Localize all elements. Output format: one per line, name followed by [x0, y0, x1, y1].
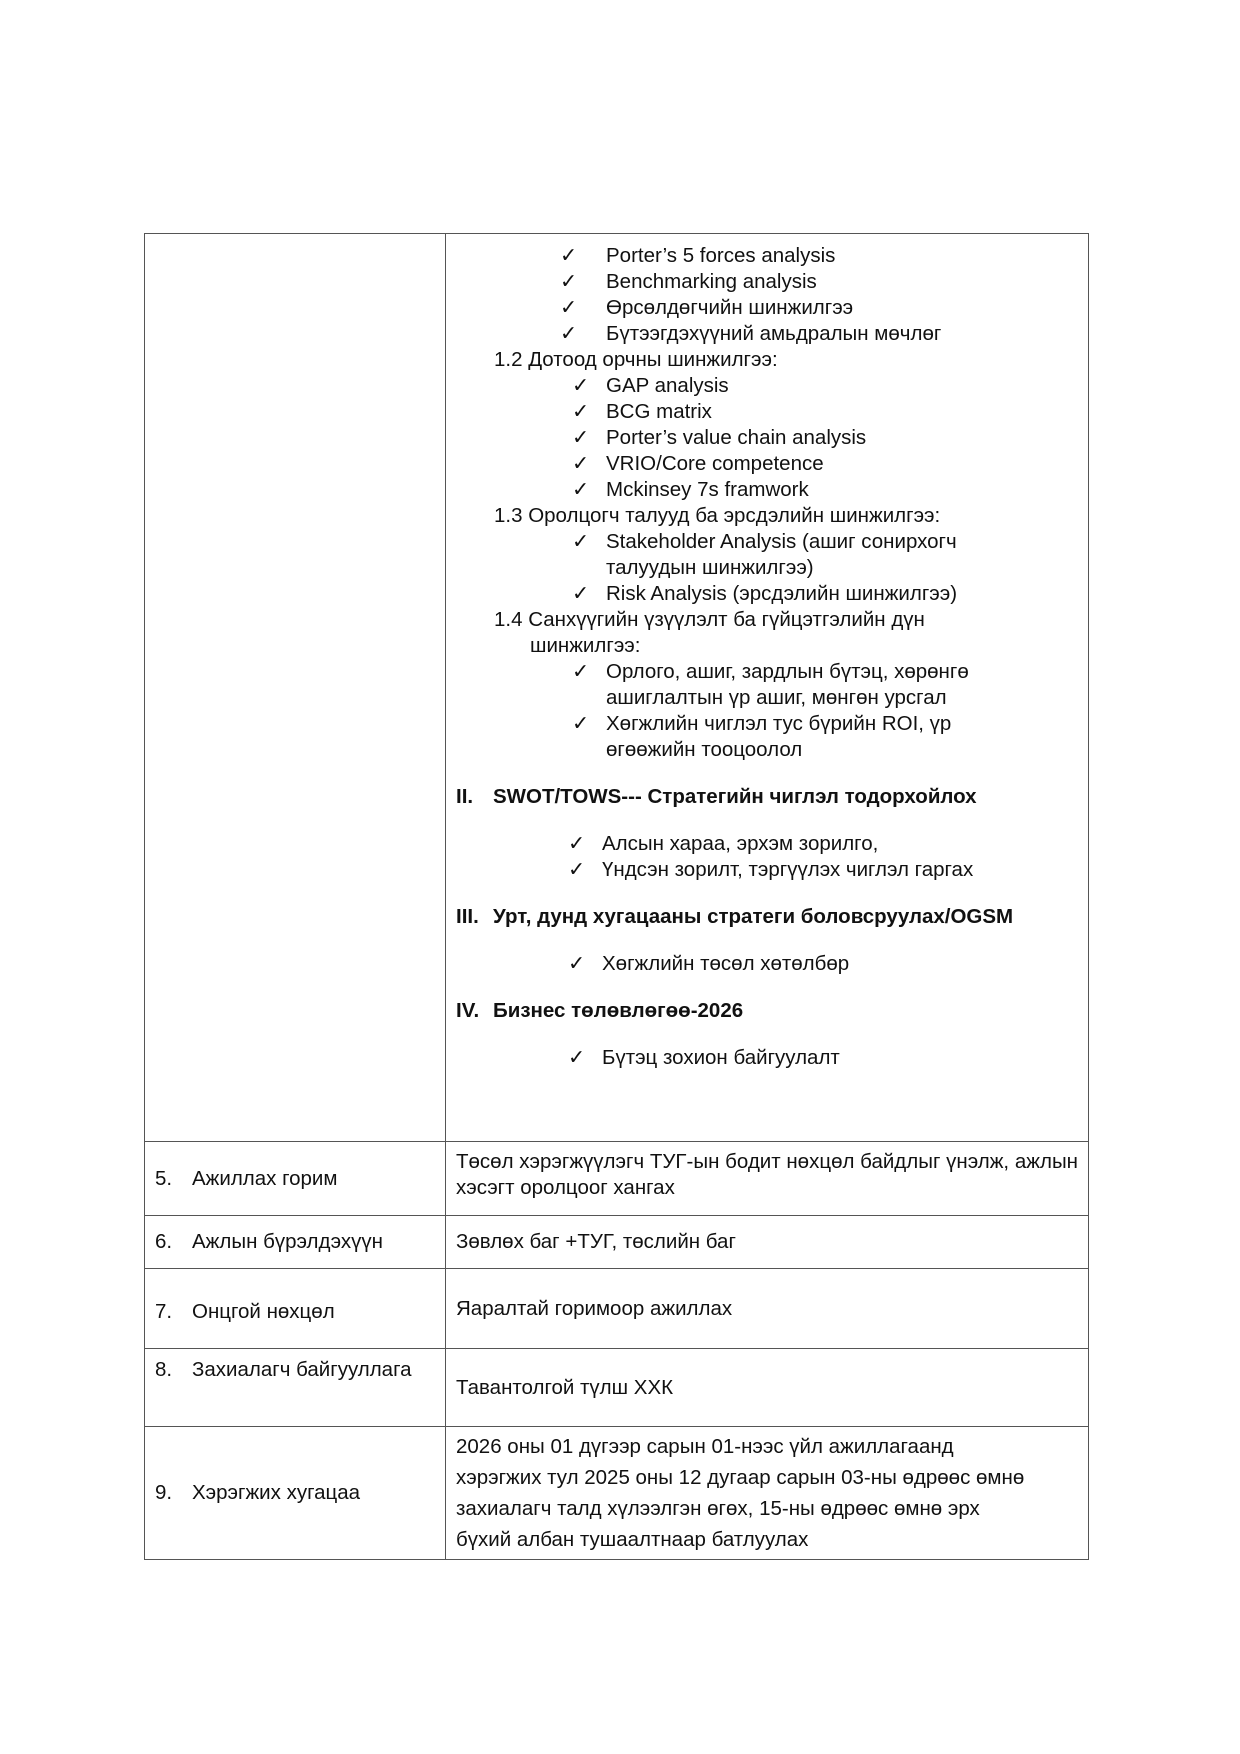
checkmark-icon: ✓ — [560, 322, 578, 345]
subsection-heading: 1.4 Санхүүгийн үзүүлэлт ба гүйцэтгэлийн дүн — [494, 608, 925, 631]
list-item: ✓ BCG matrix — [572, 400, 712, 423]
list-item: ✓ Benchmarking analysis — [560, 270, 817, 293]
table-row — [145, 1349, 1089, 1427]
checkmark-icon: ✓ — [560, 296, 578, 319]
row-label: 5. Ажиллах горим — [145, 1142, 446, 1216]
checkmark-icon: ✓ — [568, 832, 586, 855]
list-item: ✓ GAP analysis — [572, 374, 729, 397]
row-value: Яаралтай горимоор ажиллах — [446, 1269, 1089, 1349]
table-row — [145, 1142, 1089, 1216]
list-item: ✓ Үндсэн зорилт, тэргүүлэх чиглэл гаргах — [568, 858, 974, 881]
list-item: ✓ Бүтэц зохион байгуулалт — [568, 1046, 840, 1069]
list-item: ✓ Porter’s value chain analysis — [572, 426, 867, 449]
section-heading-iv: IV. Бизнес төлөвлөгөө-2026 — [456, 999, 744, 1022]
row-value: Зөвлөх баг +ТУГ, төслийн баг — [446, 1216, 1089, 1269]
row-value: Тавантолгой түлш ХХК — [446, 1349, 1089, 1427]
checkmark-icon: ✓ — [572, 582, 590, 605]
checkmark-icon: ✓ — [572, 712, 590, 735]
list-item: ✓ VRIO/Core competence — [572, 452, 824, 475]
section-heading-iii: III. Урт, дунд хугацааны стратеги боловсруулах/OGSM — [456, 905, 1014, 928]
row-label: 8. Захиалагч байгууллага — [145, 1349, 446, 1427]
checkmark-icon: ✓ — [572, 426, 590, 449]
row-value: 2026 оны 01 дүгээр сарын 01-нээс үйл ажиллагаанд хэрэгжих тул 2025 оны 12 дугаар сарын 03-ны өдрөөс өмнө захиалагч талд хүлээлгэн өгөх, 15-ны өдрөөс өмнө эрх бүхий албан тушаалтнаар батлуулах — [446, 1427, 1089, 1560]
row-label: 6. Ажлын бүрэлдэхүүн — [145, 1216, 446, 1269]
checkmark-icon: ✓ — [572, 452, 590, 475]
list-item: ✓ Орлого, ашиг, зардлын бүтэц, хөрөнгө — [572, 660, 969, 683]
scope-content-cell — [446, 234, 1089, 1142]
checkmark-icon: ✓ — [572, 400, 590, 423]
checkmark-icon: ✓ — [560, 244, 578, 267]
list-item: ✓ Porter’s 5 forces analysis — [560, 244, 836, 267]
list-item: ✓ Бүтээгдэхүүний амьдралын мөчлөг — [560, 322, 942, 345]
list-item-continuation: талуудын шинжилгээ) — [606, 556, 814, 579]
list-item: ✓ Өрсөлдөгчийн шинжилгээ — [560, 296, 854, 319]
list-item: ✓ Risk Analysis (эрсдэлийн шинжилгээ) — [572, 582, 958, 605]
subsection-heading: 1.2 Дотоод орчны шинжилгээ: — [494, 348, 778, 371]
table-row — [145, 1216, 1089, 1269]
list-item: ✓ Алсын хараа, эрхэм зорилго, — [568, 832, 879, 855]
list-item-continuation: ашиглалтын үр ашиг, мөнгөн урсгал — [606, 686, 947, 709]
table-row — [145, 1269, 1089, 1349]
checkmark-icon: ✓ — [568, 952, 586, 975]
row-label: 7. Онцгой нөхцөл — [145, 1269, 446, 1349]
checkmark-icon: ✓ — [568, 858, 586, 881]
terms-table — [144, 233, 1089, 1560]
checkmark-icon: ✓ — [572, 660, 590, 683]
checkmark-icon: ✓ — [560, 270, 578, 293]
list-item: ✓ Mckinsey 7s framwork — [572, 478, 809, 501]
table-row-continuation — [145, 234, 1089, 1142]
checkmark-icon: ✓ — [572, 478, 590, 501]
section-heading-ii: II. SWOT/TOWS--- Стратегийн чиглэл тодорхойлох — [456, 785, 977, 808]
label-cell-empty — [145, 234, 446, 1142]
list-item: ✓ Хөгжлийн чиглэл тус бүрийн ROI, үр — [572, 712, 952, 735]
row-value: Төсөл хэрэгжүүлэгч ТУГ-ын бодит нөхцөл байдлыг үнэлж, ажлын хэсэгт оролцоог хангах — [446, 1142, 1089, 1216]
list-item: ✓ Хөгжлийн төсөл хөтөлбөр — [568, 952, 850, 975]
list-item-continuation: өгөөжийн тооцоолол — [606, 738, 803, 761]
row-label: 9. Хэрэгжих хугацаа — [145, 1427, 446, 1560]
checkmark-icon: ✓ — [572, 530, 590, 553]
checkmark-icon: ✓ — [572, 374, 590, 397]
table-row — [145, 1427, 1089, 1560]
subsection-heading: 1.3 Оролцогч талууд ба эрсдэлийн шинжилгээ: — [494, 504, 941, 527]
checkmark-icon: ✓ — [568, 1046, 586, 1069]
list-item: ✓ Stakeholder Analysis (ашиг сонирхогч — [572, 530, 957, 553]
subsection-heading-continuation: шинжилгээ: — [530, 634, 641, 657]
